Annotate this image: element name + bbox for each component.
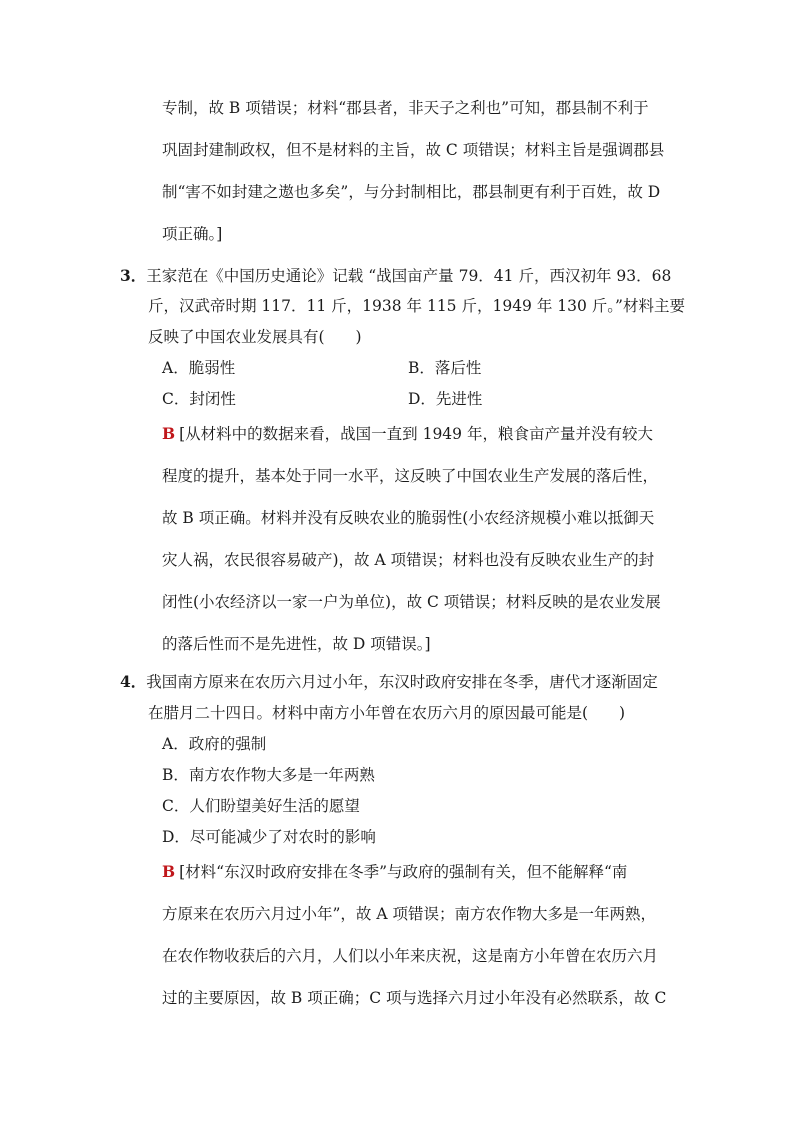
explanation-line: 制“害不如封建之遨也多矣”，与分封制相比，郡县制更有利于百姓，故 D bbox=[162, 183, 661, 201]
question-number: 3． bbox=[120, 266, 147, 285]
option-d: D．尽可能减少了对农时的影响 bbox=[162, 828, 376, 846]
question-4-stem-line: 在腊月二十四日。材料中南方小年曾在农历六月的原因最可能是( ) bbox=[148, 704, 626, 722]
option-b: B．南方农作物大多是一年两熟 bbox=[162, 766, 375, 784]
explanation-line: 故 B 项正确。材料并没有反映农业的脆弱性(小农经济规模小难以抵御天 bbox=[162, 509, 655, 527]
explanation-line: 项正确。] bbox=[162, 225, 223, 243]
option-d: D．先进性 bbox=[408, 390, 483, 408]
explanation-line: 方原来在农历六月过小年”，故 A 项错误；南方农作物大多是一年两熟， bbox=[162, 905, 656, 923]
question-text: 王家范在《中国历史通论》记载 “战国亩产量 79．41 斤，西汉初年 93．68 bbox=[146, 267, 672, 285]
question-3-stem-line: 反映了中国农业发展具有( ) bbox=[148, 328, 362, 346]
question-4-stem-line bbox=[120, 672, 658, 692]
option-c: C．人们盼望美好生活的愿望 bbox=[162, 797, 360, 815]
question-text: 我国南方原来在农历六月过小年，东汉时政府安排在冬季，唐代才逐渐固定 bbox=[146, 673, 658, 691]
question-3-stem-line: 斤，汉武帝时期 117．11 斤，1938 年 115 斤，1949 年 130 斤。”材料主要 bbox=[148, 297, 685, 315]
answer-letter: B bbox=[162, 862, 176, 881]
question-number: 4． bbox=[120, 672, 147, 691]
explanation-line: 专制，故 B 项错误；材料“郡县者，非天子之利也”可知，郡县制不利于 bbox=[162, 99, 649, 117]
explanation-text: [从材料中的数据来看，战国一直到 1949 年，粮食亩产量并没有较大 bbox=[179, 425, 653, 443]
explanation-line: 灾人祸，农民很容易破产)，故 A 项错误；材料也没有反映农业生产的封 bbox=[162, 551, 655, 569]
explanation-line: 过的主要原因，故 B 项正确；C 项与选择六月过小年没有必然联系，故 C bbox=[162, 989, 667, 1007]
question-3-stem-line bbox=[120, 266, 671, 286]
explanation-line: 程度的提升，基本处于同一水平，这反映了中国农业生产发展的落后性， bbox=[162, 467, 659, 485]
explanation-line: 在农作物收获后的六月，人们以小年来庆祝，这是南方小年曾在农历六月 bbox=[162, 947, 659, 965]
option-a: A．脆弱性 bbox=[162, 359, 236, 377]
answer-letter: B bbox=[162, 424, 176, 443]
explanation-line: 闭性(小农经济以一家一户为单位)，故 C 项错误；材料反映的是农业发展 bbox=[162, 593, 661, 611]
explanation-line: 的落后性而不是先进性，故 D 项错误。] bbox=[162, 635, 431, 653]
explanation-text: [材料“东汉时政府安排在冬季”与政府的强制有关，但不能解释“南 bbox=[179, 863, 628, 881]
explanation-line bbox=[162, 424, 653, 444]
option-c: C．封闭性 bbox=[162, 390, 236, 408]
explanation-line bbox=[162, 862, 627, 882]
option-a: A．政府的强制 bbox=[162, 735, 267, 753]
option-b: B．落后性 bbox=[408, 359, 482, 377]
explanation-line: 巩固封建制政权，但不是材料的主旨，故 C 项错误；材料主旨是强调郡县 bbox=[162, 141, 665, 159]
